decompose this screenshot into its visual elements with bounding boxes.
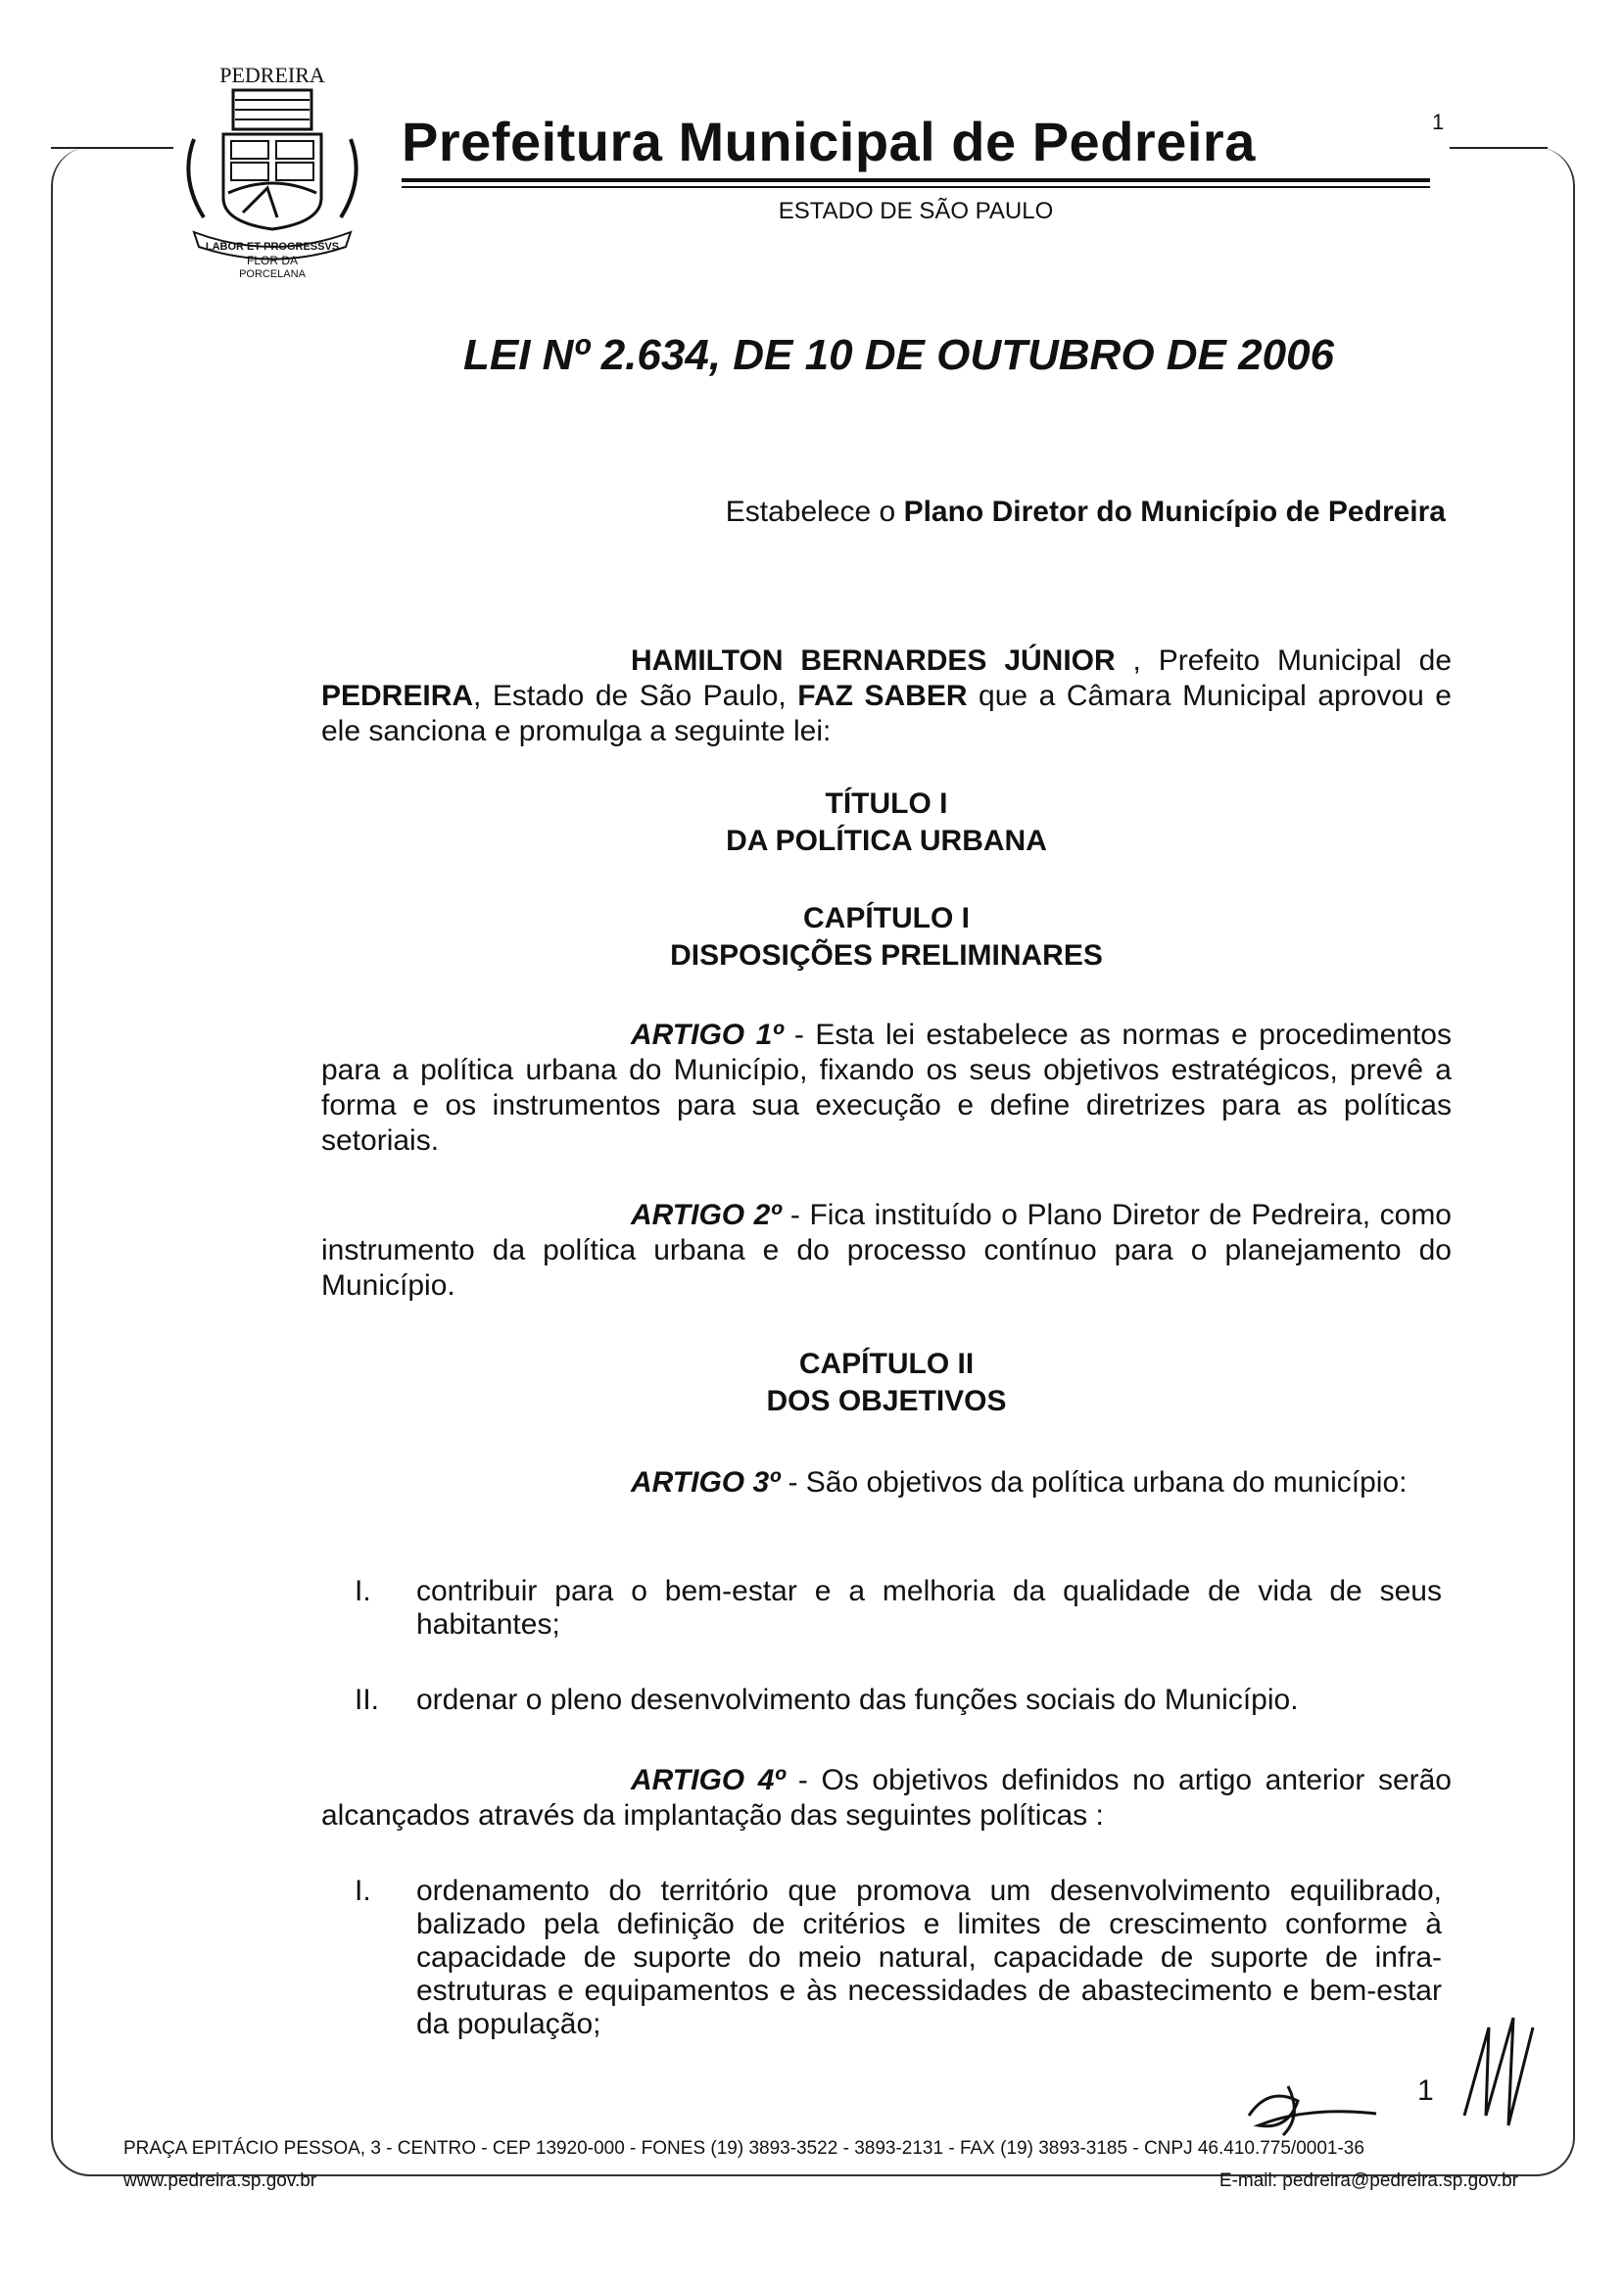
item-number: I.: [355, 1575, 371, 1607]
law-summary: [321, 496, 1446, 529]
footer-address: PRAÇA EPITÁCIO PESSOA, 3 - CENTRO - CEP 13920-000 - FONES (19) 3893-3522 - 3893-2131 - FAX (19) 3893-3185 - CNPJ 46.410.775/0001-36: [123, 2138, 1364, 2159]
summary-bold: Plano Diretor do Município de Pedreira: [903, 496, 1446, 528]
municipal-crest: [174, 51, 370, 278]
chapter-1-heading: [321, 900, 1452, 975]
article-1: [321, 1018, 1452, 1159]
header-rule-thin: [402, 186, 1430, 188]
article-text: - São objetivos da política urbana do município:: [780, 1466, 1408, 1499]
svg-text:FLOR DA: FLOR DA: [246, 254, 299, 267]
list-item: [355, 1575, 1442, 1642]
preamble-faz-saber: FAZ SABER: [797, 680, 968, 712]
article-4: [321, 1763, 1452, 1834]
mayor-name: HAMILTON BERNARDES JÚNIOR: [631, 644, 1116, 677]
article-3: [321, 1463, 1452, 1502]
article-label: ARTIGO 4º: [631, 1764, 786, 1796]
article-text: - Esta lei estabelece as normas e procedimentos para a política urbana do Município, fixando os seus objetivos estratégicos, prevê a forma e os instrumentos para sua execução e define diretrizes para as políticas setoriais.: [321, 1019, 1452, 1157]
list-item: [355, 1684, 1442, 1717]
signature-page-number: 1: [1417, 2074, 1434, 2107]
footer-email[interactable]: E-mail: pedreira@pedreira.sp.gov.br: [1218, 2170, 1518, 2191]
article-label: ARTIGO 1º: [631, 1019, 784, 1051]
heading-line: TÍTULO I: [825, 787, 948, 820]
article-text: - Fica instituído o Plano Diretor de Pedreira, como instrumento da política urbana e do processo contínuo para o planejamento do Município.: [321, 1199, 1452, 1302]
frame-top-right: [1450, 147, 1548, 149]
footer-website[interactable]: www.pedreira.sp.gov.br: [123, 2170, 317, 2191]
article-label: ARTIGO 2º: [631, 1199, 782, 1231]
header-state: ESTADO DE SÃO PAULO: [778, 198, 1054, 224]
heading-line: DA POLÍTICA URBANA: [726, 825, 1047, 857]
article-label: ARTIGO 3º: [631, 1466, 781, 1499]
item-text: contribuir para o bem-estar e a melhoria da qualidade de vida de seus habitantes;: [416, 1575, 1442, 1641]
summary-pre: Estabelece o: [725, 496, 904, 528]
article-2: [321, 1198, 1452, 1304]
header-page-number: 1: [1432, 110, 1445, 134]
item-text: ordenamento do território que promova um desenvolvimento equilibrado, balizado pela definição de critérios e limites de crescimento conforme à capacidade de suporte do meio natural, capacidade de suporte de infra-estruturas e equipamentos e às necessidades de abastecimento e bem-estar da população;: [416, 1875, 1442, 2040]
heading-line: CAPÍTULO I: [803, 902, 970, 934]
preamble: [321, 644, 1452, 749]
preamble-text: que a Câmara Municipal aprovou e ele sanciona e promulga a seguinte lei:: [321, 680, 1452, 747]
chapter-2-heading: [321, 1346, 1452, 1420]
header-rule: [402, 178, 1430, 182]
preamble-text: , Estado de São Paulo,: [473, 680, 798, 712]
svg-text:LABOR ET PROGRESSVS: LABOR ET PROGRESSVS: [205, 241, 340, 253]
heading-line: DOS OBJETIVOS: [766, 1385, 1007, 1417]
preamble-city: PEDREIRA: [321, 680, 474, 712]
law-title: LEI Nº 2.634, DE 10 DE OUTUBRO DE 2006: [462, 331, 1335, 379]
preamble-text: , Prefeito Municipal de: [1115, 644, 1453, 677]
item-text: ordenar o pleno desenvolvimento das funções sociais do Município.: [416, 1684, 1299, 1716]
article-text: - Os objetivos definidos no artigo anterior serão alcançados através da implantação das seguintes políticas :: [321, 1764, 1452, 1832]
frame-top-left: [51, 147, 173, 149]
page-frame: [51, 147, 1575, 2176]
header-title: Prefeitura Municipal de Pedreira: [402, 111, 1256, 172]
svg-text:PEDREIRA: PEDREIRA: [219, 63, 325, 87]
heading-line: CAPÍTULO II: [798, 1348, 975, 1380]
svg-text:PORCELANA: PORCELANA: [239, 268, 306, 278]
signature-mark: [1229, 2008, 1543, 2145]
heading-line: DISPOSIÇÕES PRELIMINARES: [670, 939, 1103, 972]
item-number: I.: [355, 1875, 371, 1907]
title-heading: [321, 786, 1452, 860]
item-number: II.: [355, 1684, 380, 1716]
